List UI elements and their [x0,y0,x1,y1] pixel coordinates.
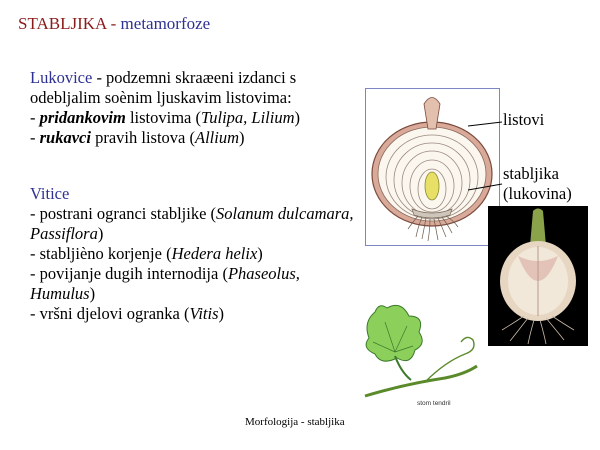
vitice-section [30,184,360,324]
page-title [18,14,210,34]
label-stabljika: stabljika [503,164,559,183]
lukovice-item-1: - pridankovim listovima (Tulipa, Lilium) [30,108,301,127]
vine-tendril-illustration [355,292,480,410]
lukovice-item-2: - rukavci pravih listova (Allium) [30,128,245,147]
label-pointer-lines [468,118,504,198]
title-main: STABLJIKA [18,14,107,33]
vine-label: stom tendril [417,400,451,407]
vitice-item-2: - stabljièno korjenje (Hedera helix) [30,244,263,263]
label-lukovina: (lukovina) [503,184,572,203]
listovi-pointer-line [468,122,502,126]
vitice-heading: Vitice [30,184,70,203]
footer-caption: Morfologija - stabljika [245,416,345,428]
onion-photo [488,206,588,346]
lukovice-intro: - podzemni skraæeni izdanci s odebljalim soènim ljuskavim listovima: [30,68,297,107]
vitice-item-3: - povijanje dugih internodija (Phaseolus, Humulus) [30,264,300,303]
label-listovi: listovi [503,110,545,129]
vitice-item-1: - postrani ogranci stabljike (Solanum dulcamara, Passiflora) [30,204,354,243]
stabljika-pointer-line [468,184,502,190]
title-sub: metamorfoze [120,14,211,33]
title-separator: - [106,14,121,33]
lukovice-section [30,68,365,148]
lukovice-heading: Lukovice [30,68,93,87]
vitice-item-4: - vršni djelovi ogranka (Vitis) [30,304,224,323]
